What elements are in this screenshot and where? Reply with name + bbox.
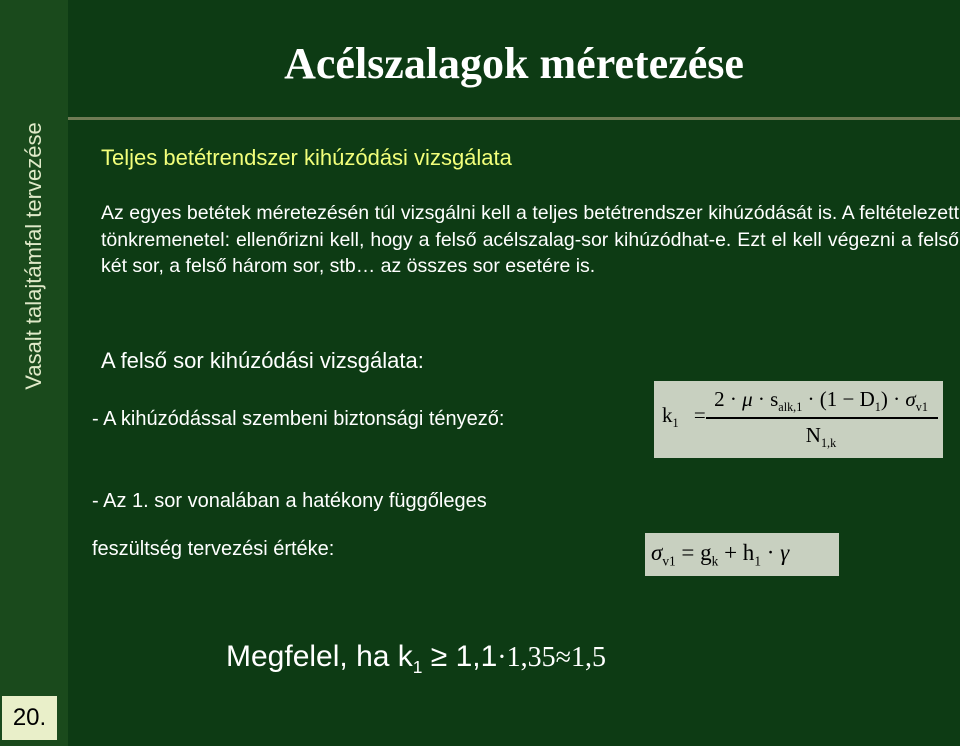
subheading: A felső sor kihúzódási vizsgálata:	[101, 348, 424, 373]
page-number: 20.	[2, 696, 57, 740]
formula-lhs: $k_1$ =	[662, 403, 706, 431]
conclusion: Megfelel, ha $k_1 \ge 1,1\cdot 1,35\approx 1,5$	[226, 640, 606, 677]
safety-factor-item: - A kihúzódással szembeni biztonsági tényező:	[92, 408, 505, 430]
sidebar	[0, 0, 68, 746]
section-heading: Teljes betétrendszer kihúzódási vizsgálata	[101, 145, 512, 170]
stress-expression: $\sigma_{v1} = g_k + h_1 \cdot \gamma$	[651, 540, 790, 569]
fraction-bar	[706, 417, 938, 419]
title-divider	[68, 117, 960, 120]
effective-stress-formula	[645, 533, 839, 576]
formula-denominator: $N_{1,k}$	[805, 423, 837, 451]
body-paragraph: Az egyes betétek méretezésén túl vizsgálni kell a teljes betétrendszer kihúzódását is. A feltételezett tönkremenetel: ellenőrizni kell, hogy a felső acélszalag-sor kihúzódhat-e. Ezt el kell végezni a felső két sor, a felső három sor, stb… az összes sor esetére is.	[101, 202, 959, 277]
formula-numerator: $2 \cdot \mu \cdot s_{alk,1} \cdot (1 - D_1) \cdot \sigma_{v1}$	[714, 387, 928, 415]
stress-item-line1: - Az 1. sor vonalában a hatékony függőleges	[92, 490, 487, 512]
safety-factor-formula	[654, 381, 943, 458]
slide-title: Acélszalagok méretezése	[284, 39, 744, 88]
stress-item-line2: feszültség tervezési értéke:	[92, 538, 335, 560]
vertical-title: Vasalt talajtámfal tervezése	[21, 122, 46, 390]
